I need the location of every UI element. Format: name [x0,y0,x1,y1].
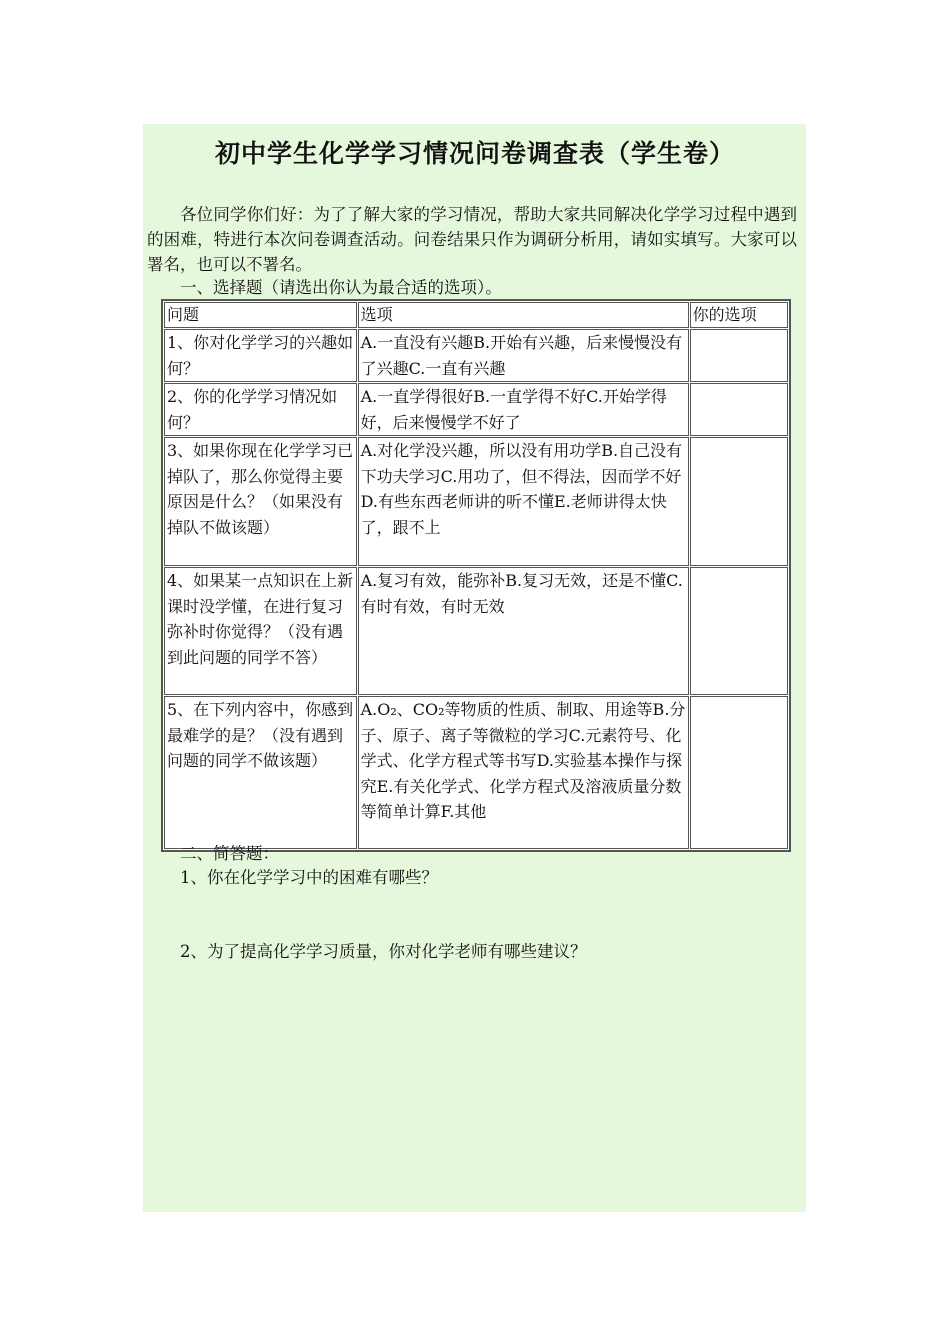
header-options: 选项 [358,302,689,328]
question-cell: 3、如果你现在化学学习已掉队了，那么你觉得主要原因是什么？（如果没有掉队不做该题） [164,437,357,566]
answer-cell[interactable] [690,437,788,566]
question-cell: 4、如果某一点知识在上新课时没学懂，在进行复习弥补时你觉得？（没有遇到此问题的同学不答） [164,567,357,695]
survey-table [161,299,791,852]
short-answer-question-1: 1、你在化学学习中的困难有哪些？ [180,868,438,887]
options-cell: A.复习有效，能弥补B.复习无效，还是不懂C.有时有效，有时无效 [358,567,689,695]
options-cell: A.对化学没兴趣，所以没有用功学B.自己没有下功夫学习C.用功了，但不得法，因而学不好D.有些东西老师讲的听不懂E.老师讲得太快了，跟不上 [358,437,689,566]
table-row [164,696,788,849]
question-cell: 1、你对化学学习的兴趣如何？ [164,329,357,382]
section-heading-choice: 一、选择题（请选出你认为最合适的选项）。 [180,278,502,297]
answer-cell[interactable] [690,567,788,695]
table-row [164,437,788,566]
answer-cell[interactable] [690,696,788,849]
table-row [164,567,788,695]
options-cell: A.O₂、CO₂等物质的性质、制取、用途等B.分子、原子、离子等微粒的学习C.元素符号、化学式、化学方程式等书写D.实验基本操作与探究E.有关化学式、化学方程式及溶液质量分数等简单计算F.其他 [358,696,689,849]
header-question: 问题 [164,302,357,328]
table-header-row [164,302,788,328]
question-cell: 2、你的化学学习情况如何？ [164,383,357,436]
section-heading-short-answer: 二、简答题： [180,844,279,863]
short-answer-question-2: 2、为了提高化学学习质量，你对化学老师有哪些建议？ [180,942,587,961]
answer-cell[interactable] [690,329,788,382]
options-cell: A.一直学得很好B.一直学得不好C.开始学得好，后来慢慢学不好了 [358,383,689,436]
header-your-choice: 你的选项 [690,302,788,328]
options-cell: A.一直没有兴趣B.开始有兴趣，后来慢慢没有了兴趣C.一直有兴趣 [358,329,689,382]
table-row [164,329,788,382]
survey-table-container [161,299,791,838]
intro-paragraph: 各位同学你们好：为了了解大家的学习情况，帮助大家共同解决化学学习过程中遇到的困难，特进行本次问卷调查活动。问卷结果只作为调研分析用，请如实填写。大家可以署名，也可以不署名。 [147,205,797,274]
question-cell: 5、在下列内容中，你感到最难学的是？（没有遇到问题的同学不做该题） [164,696,357,849]
table-row [164,383,788,436]
page-title: 初中学生化学学习情况问卷调查表（学生卷） [214,139,735,168]
answer-cell[interactable] [690,383,788,436]
